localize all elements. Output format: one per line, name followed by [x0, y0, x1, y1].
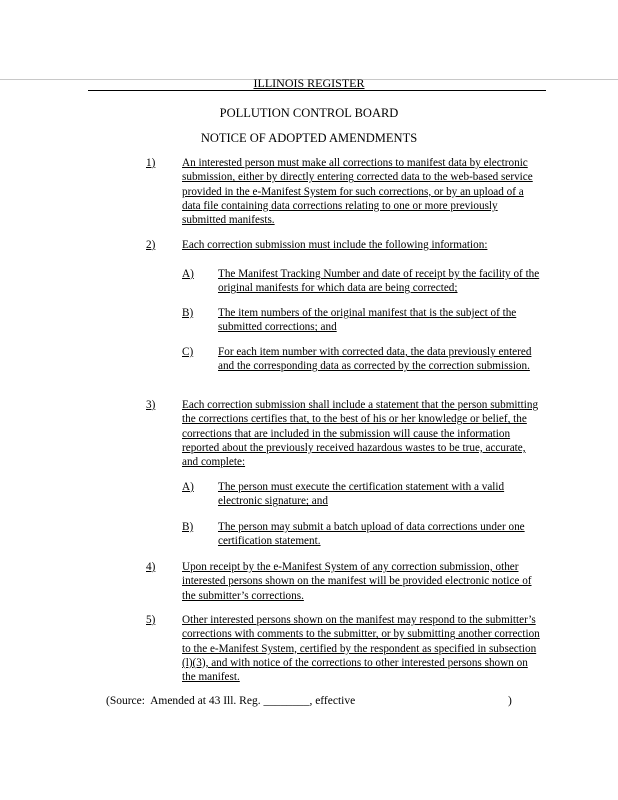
agency-title: POLLUTION CONTROL BOARD	[219, 106, 399, 120]
item-text: Each correction submission shall include a statement that the person submitting the corrections certifies that, to the best of his or her knowledge or belief, the corrections that are included in the submission will cause the information reported about the previously received hazardous wastes to be true, accurate, and complete:	[182, 399, 539, 469]
subitem-text: The Manifest Tracking Number and date of receipt by the facility of the original manifests for which data are being corrected;	[218, 268, 540, 295]
notice-title: NOTICE OF ADOPTED AMENDMENTS	[200, 131, 418, 145]
register-header: ILLINOIS REGISTER	[253, 76, 365, 90]
subitem-text: The person must execute the certification statement with a valid electronic signature; and	[218, 481, 505, 508]
item-number: 5)	[146, 614, 156, 626]
source-note-close: )	[508, 695, 512, 707]
subitem-text: For each item number with corrected data, the data previously entered and the corresponding data as corrected by the correction submission.	[218, 346, 532, 373]
subitem-text: The person may submit a batch upload of data corrections under one certification statement.	[218, 521, 525, 548]
item-number: 4)	[146, 561, 156, 573]
subitem-letter: C)	[182, 346, 194, 358]
subitem-letter: A)	[182, 481, 194, 493]
subitem-text: The item numbers of the original manifest that is the subject of the submitted corrections; and	[218, 307, 517, 334]
item-text: Other interested persons shown on the manifest may respond to the submitter’s corrections with comments to the submitter, or by submitting another correction to the e-Manifest System, certified by the respondent as specified in subsection (l)(3), and with notice of the corrections to other interested persons shown on the manifest.	[182, 614, 540, 684]
subitem-letter: B)	[182, 521, 194, 533]
source-note: (Source: Amended at 43 Ill. Reg. ________, effective	[106, 695, 356, 707]
item-number: 2)	[146, 239, 156, 251]
item-number: 1)	[146, 157, 156, 169]
item-number: 3)	[146, 399, 156, 411]
header-rule	[88, 90, 546, 91]
item-text: An interested person must make all corrections to manifest data by electronic submission, either by directly entering corrected data to the web-based service provided in the e-Manifest System for such corrections, or by an upload of a data file containing data corrections relating to one or more previously submitted manifests.	[182, 157, 533, 227]
item-text: Each correction submission must include the following information:	[182, 239, 488, 251]
subitem-letter: B)	[182, 307, 194, 319]
subitem-letter: A)	[182, 268, 194, 280]
item-text: Upon receipt by the e-Manifest System of any correction submission, other interested persons shown on the manifest will be provided electronic notice of the submitter’s corrections.	[182, 561, 532, 602]
